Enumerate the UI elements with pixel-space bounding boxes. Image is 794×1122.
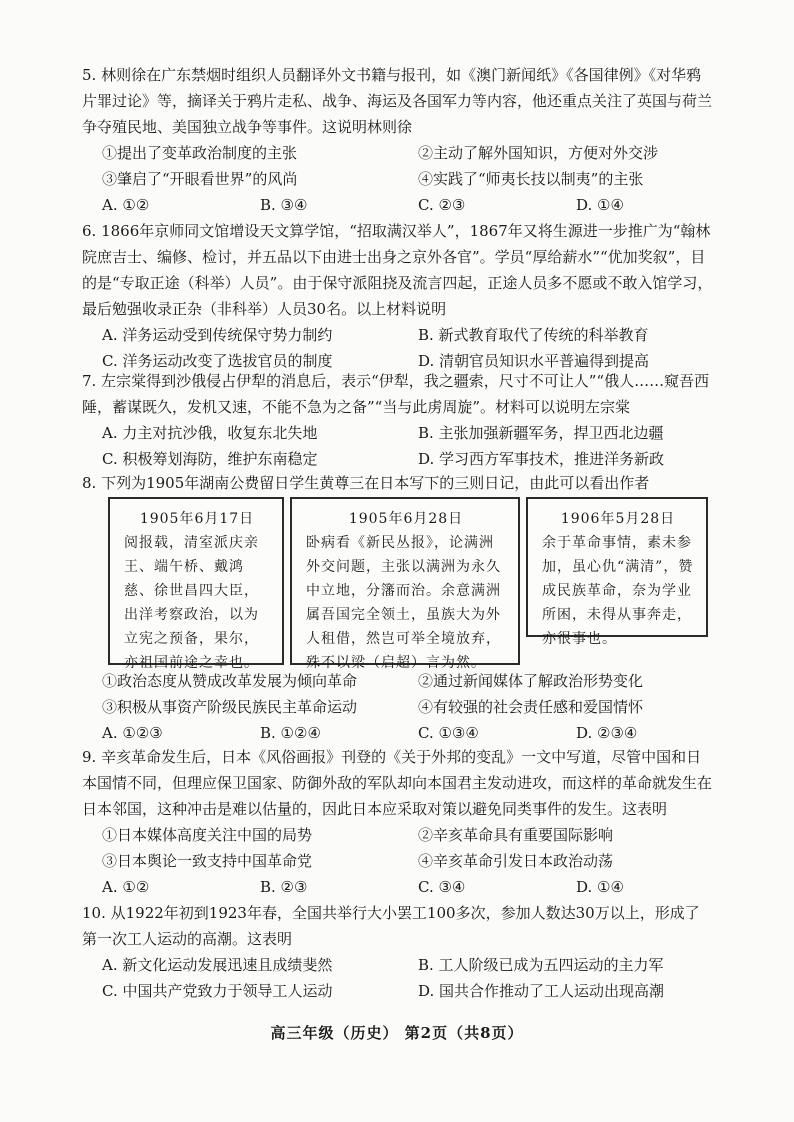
question-9-stem: 9. 辛亥革命发生后，日本《风俗画报》刊登的《关于外邦的变乱》一文中写道，尽管中国和日本国情不同，但理应保卫国家、防御外敌的军队却向本国君主发动进攻，而这样的革命就发生在日本邻国，这种冲击是难以估量的，因此日本应采取对策以避免同类事件的发生。这表明 (82, 748, 713, 818)
question-5-items-row-2 (82, 166, 714, 192)
question-6-options-row-1 (82, 322, 714, 348)
question-8-item-3: ③积极从事资产阶级民族民主革命运动 (102, 698, 358, 716)
question-8-stem: 8. 下列为1905年湖南公费留日学生黄尊三在日本写下的三则日记，由此可以看出作者 (82, 474, 650, 492)
question-6 (82, 218, 714, 374)
question-10-options-row-2 (82, 978, 714, 1004)
question-5-item-1: ①提出了变革政治制度的主张 (102, 144, 298, 162)
question-6-stem: 6. 1866年京师同文馆增设天文算学馆，“招取满汉举人”，1867年又将生源进一步推广为“翰林院庶吉士、编修、检讨，并五品以下由进士出身之京外各官”。学员“厚给薪水”“优加奖叙”，目的是“专取正途（科举）人员”。由于保守派阻挠及流言四起，正途人员多不愿或不敢入馆学习，最后勉强收录正杂（非科举）人员30名。以上材料说明 (82, 222, 713, 318)
question-5-option-d: D. ①④ (576, 196, 624, 214)
question-10-stem: 10. 从1922年初到1923年春，全国共举行大小罢工100多次，参加人数达30万以上，形成了第一次工人运动的高潮。这表明 (82, 904, 700, 948)
question-9-items-row-1 (82, 822, 714, 848)
question-10-option-d: D. 国共合作推动了工人运动出现高潮 (418, 982, 665, 1000)
diary-box-3 (526, 497, 708, 647)
question-8-option-a: A. ①②③ (102, 724, 163, 742)
question-7-options-row-2 (82, 446, 714, 472)
question-8-items-row-1 (82, 668, 714, 694)
question-8-option-c: C. ①③④ (418, 724, 479, 742)
question-5-items-row-1 (82, 140, 714, 166)
question-5-item-3: ③肇启了“开眼看世界”的风尚 (102, 170, 298, 188)
question-8-item-2: ②通过新闻媒体了解政治形势变化 (418, 672, 644, 690)
question-5-option-b: B. ③④ (260, 196, 308, 214)
question-6-option-d: D. 清朝官员知识水平普遍得到提高 (418, 352, 650, 370)
question-9-item-1: ①日本媒体高度关注中国的局势 (102, 826, 313, 844)
question-5-options (82, 192, 714, 218)
question-9-option-c: C. ③④ (418, 878, 466, 896)
question-6-option-c: C. 洋务运动改变了选拔官员的制度 (102, 352, 333, 370)
question-5-option-a: A. ①② (102, 196, 150, 214)
question-10-options-row-1 (82, 952, 714, 978)
question-9-options (82, 874, 714, 900)
question-8-options (82, 720, 714, 746)
question-9 (82, 744, 714, 900)
question-5 (82, 62, 714, 218)
question-7-option-b: B. 主张加强新疆军务，捍卫西北边疆 (418, 424, 664, 442)
question-5-item-4: ④实践了“师夷长技以制夷”的主张 (418, 170, 644, 188)
question-9-option-b: B. ②③ (260, 878, 308, 896)
question-7-option-c: C. 积极筹划海防，维护东南稳定 (102, 450, 318, 468)
question-9-item-3: ③日本舆论一致支持中国革命党 (102, 852, 313, 870)
diary-boxes (108, 497, 708, 671)
question-6-option-a: A. 洋务运动受到传统保守势力制约 (102, 326, 333, 344)
question-8-option-b: B. ①②④ (260, 724, 321, 742)
question-8-option-d: D. ②③④ (576, 724, 638, 742)
diary-box-1 (108, 497, 284, 671)
question-10-option-c: C. 中国共产党致力于领导工人运动 (102, 982, 333, 1000)
question-8-item-1: ①政治态度从赞成改革发展为倾向革命 (102, 672, 358, 690)
question-10-option-b: B. 工人阶级已成为五四运动的主力军 (418, 956, 664, 974)
question-9-option-d: D. ①④ (576, 878, 624, 896)
question-7-option-a: A. 力主对抗沙俄，收复东北失地 (102, 424, 318, 442)
diary-1-date: 1905年6月17日 (139, 511, 255, 527)
diary-3-body: 余于革命事情，素未参加，虽心仇“满清”，赞成民族革命，奈为学业所困，未得从事奔走，亦很事也。 (542, 535, 694, 647)
question-8 (82, 470, 714, 496)
question-9-item-2: ②辛亥革命具有重要国际影响 (418, 826, 614, 844)
question-8-items-row-2 (82, 694, 714, 720)
question-7-option-d: D. 学习西方军事技术，推进洋务新政 (418, 450, 665, 468)
question-7 (82, 368, 714, 472)
question-10-option-a: A. 新文化运动发展迅速且成绩斐然 (102, 956, 333, 974)
question-8-choices (82, 668, 714, 746)
diary-3-date: 1906年5月28日 (560, 511, 676, 527)
diary-box-2 (290, 497, 520, 671)
question-9-option-a: A. ①② (102, 878, 150, 896)
diary-2-body: 卧病看《新民丛报》，论满洲外交问题，主张以满洲为永久中立地，分籓而治。余意满洲属吾国完全领土，虽族大为外人租借，然岂可举全境放弃，殊不以梁（启超）言为然。 (306, 535, 501, 671)
page-footer: 高三年级（历史） 第2页（共8页） (270, 1024, 524, 1042)
question-5-item-2: ②主动了解外国知识，方便对外交涉 (418, 144, 659, 162)
question-7-stem: 7. 左宗棠得到沙俄侵占伊犁的消息后，表示“伊犁，我之疆索，尺寸不可让人”“俄人……窥吾西陲，蓄谋既久，发机又速，不能不急为之备”“当与此虏周旋”。材料可以说明左宗棠 (82, 372, 710, 416)
diary-1-body: 阅报载，清室派庆亲王、端午桥、戴鸿慈、徐世昌四大臣，出洋考察政治，以为立宪之预备，果尔，亦祖国前途之幸也。 (124, 535, 259, 671)
question-5-stem: 5. 林则徐在广东禁烟时组织人员翻译外文书籍与报刊，如《澳门新闻纸》《各国律例》《对华鸦片罪过论》等，摘译关于鸦片走私、战争、海运及各国军力等内容，他还重点关注了英国与荷兰争夺殖民地、美国独立战争等事件。这说明林则徐 (82, 66, 713, 136)
question-10 (82, 900, 714, 1004)
question-5-option-c: C. ②③ (418, 196, 466, 214)
question-9-items-row-2 (82, 848, 714, 874)
question-7-options-row-1 (82, 420, 714, 446)
question-6-option-b: B. 新式教育取代了传统的科举教育 (418, 326, 649, 344)
diary-2-date: 1905年6月28日 (348, 511, 464, 527)
question-8-item-4: ④有较强的社会责任感和爱国情怀 (418, 698, 644, 716)
question-9-item-4: ④辛亥革命引发日本政治动荡 (418, 852, 614, 870)
